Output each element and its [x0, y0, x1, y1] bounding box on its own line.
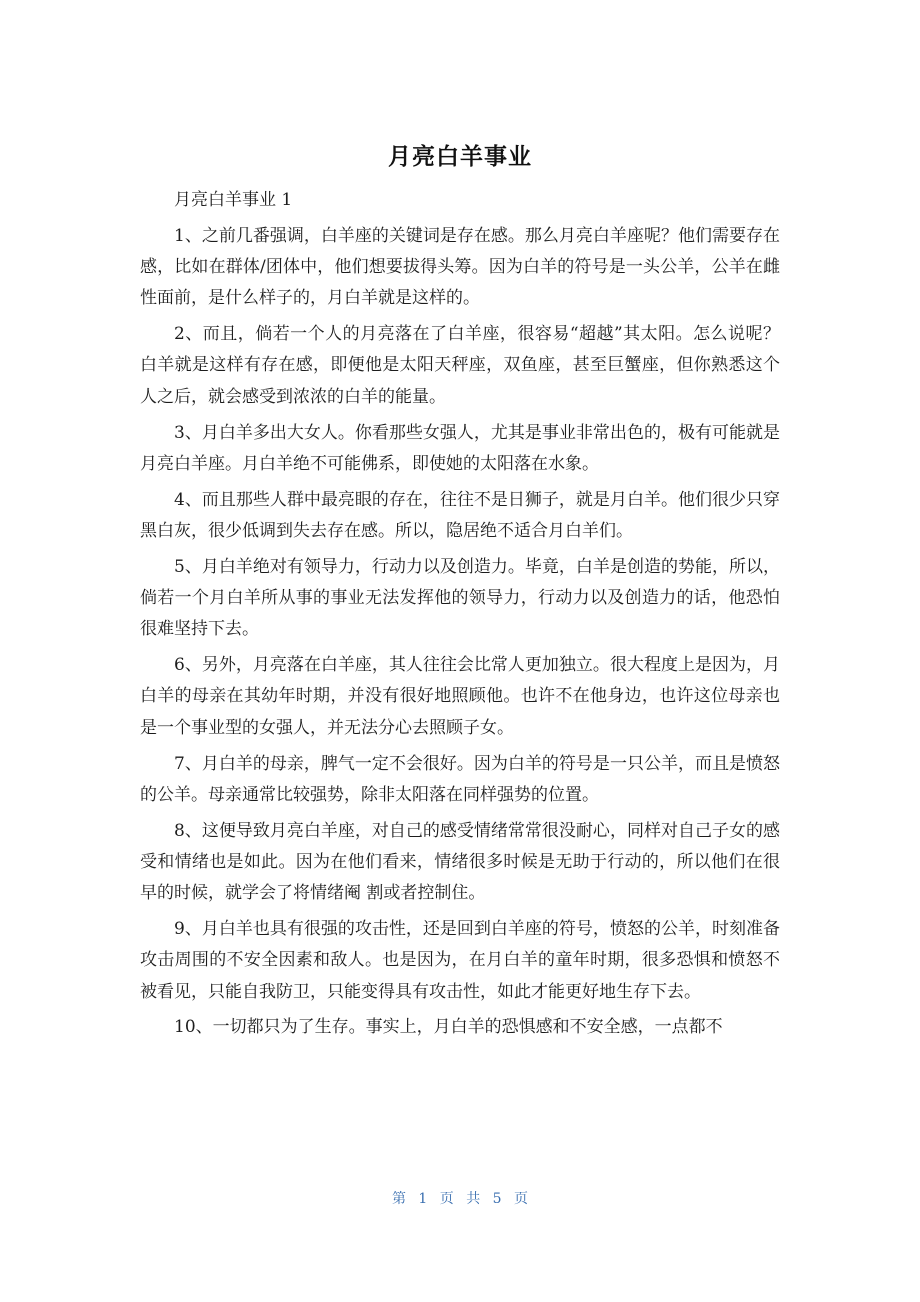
paragraph-5: 5、月白羊绝对有领导力，行动力以及创造力。毕竟，白羊是创造的势能，所以，倘若一个月白羊所从事的事业无法发挥他的领导力，行动力以及创造力的话，他恐怕很难坚持下去。 [140, 556, 780, 640]
paragraph-7: 7、月白羊的母亲，脾气一定不会很好。因为白羊的符号是一只公羊，而且是愤怒的公羊。母亲通常比较强势，除非太阳落在同样强势的位置。 [140, 753, 780, 805]
document-body [140, 185, 780, 1048]
paragraph-4: 4、而且那些人群中最亮眼的存在，往往不是日狮子，就是月白羊。他们很少只穿黑白灰，很少低调到失去存在感。所以，隐居绝不适合月白羊们。 [140, 489, 780, 541]
paragraph-8: 8、这便导致月亮白羊座，对自己的感受情绪常常很没耐心，同样对自己子女的感受和情绪也是如此。因为在他们看来，情绪很多时候是无助于行动的，所以他们在很早的时候，就学会了将情绪阉 割或者控制住。 [140, 820, 780, 904]
paragraph-9: 9、月白羊也具有很强的攻击性，还是回到白羊座的符号，愤怒的公羊，时刻准备攻击周围的不安全因素和敌人。也是因为，在月白羊的童年时期，很多恐惧和愤怒不被看见，只能自我防卫，只能变得具有攻击性，如此才能更好地生存下去。 [140, 919, 780, 1002]
paragraph-10: 10、一切都只为了生存。事实上，月白羊的恐惧感和不安全感，一点都不 [174, 1017, 723, 1038]
paragraph-6: 6、另外，月亮落在白羊座，其人往往会比常人更加独立。很大程度上是因为，月白羊的母亲在其幼年时期，并没有很好地照顾他。也许不在他身边，也许这位母亲也是一个事业型的女强人，并无法分心去照顾子女。 [140, 655, 780, 738]
document-title: 月亮白羊事业 [388, 144, 532, 170]
paragraph-2: 2、而且，倘若一个人的月亮落在了白羊座，很容易“超越”其太阳。怎么说呢？白羊就是这样有存在感，即便他是太阳天秤座，双鱼座，甚至巨蟹座，但你熟悉这个人之后，就会感受到浓浓的白羊的能量。 [140, 324, 780, 407]
paragraph-3: 3、月白羊多出大女人。你看那些女强人，尤其是事业非常出色的，极有可能就是月亮白羊座。月白羊绝不可能佛系，即使她的太阳落在水象。 [140, 422, 780, 474]
paragraph-1: 1、之前几番强调，白羊座的关键词是存在感。那么月亮白羊座呢？他们需要存在感，比如在群体/团体中，他们想要拔得头筹。因为白羊的符号是一头公羊，公羊在雌性面前，是什么样子的，月白羊就是这样的。 [140, 225, 780, 309]
subtitle-paragraph: 月亮白羊事业 1 [174, 190, 293, 210]
page-number-footer: 第 1 页 共 5 页 [391, 1191, 529, 1207]
